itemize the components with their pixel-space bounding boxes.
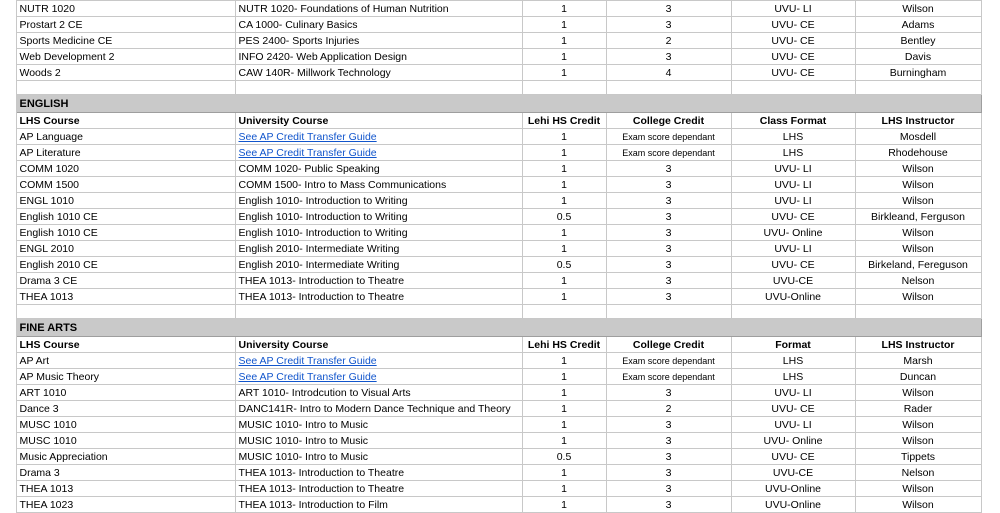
cell-lehi: 1: [522, 369, 606, 385]
cell-university: [235, 369, 522, 385]
row-gutter: [0, 257, 16, 273]
row-tail: [981, 33, 1000, 49]
table-row: [0, 401, 1000, 417]
cell-instructor: Rader: [855, 401, 981, 417]
cell-college: Exam score dependant: [606, 353, 731, 369]
row-tail: [981, 145, 1000, 161]
cell-college: Exam score dependant: [606, 145, 731, 161]
cell-course: AP Language: [16, 129, 235, 145]
cell-university: THEA 1013- Introduction to Theatre: [235, 273, 522, 289]
row-tail: [981, 305, 1000, 319]
row-tail: [981, 161, 1000, 177]
column-header-course: LHS Course: [16, 113, 235, 129]
column-header-instructor: LHS Instructor: [855, 337, 981, 353]
row-tail: [981, 209, 1000, 225]
row-tail: [981, 257, 1000, 273]
cell-course: COMM 1500: [16, 177, 235, 193]
cell-instructor: Marsh: [855, 353, 981, 369]
cell-college: 3: [606, 241, 731, 257]
cell-lehi: 1: [522, 385, 606, 401]
cell-college: 3: [606, 17, 731, 33]
cell-instructor: Wilson: [855, 241, 981, 257]
row-tail: [981, 353, 1000, 369]
cell-university: [235, 145, 522, 161]
table-row: [0, 497, 1000, 513]
table-row: [0, 353, 1000, 369]
cell-university: MUSIC 1010- Intro to Music: [235, 433, 522, 449]
row-gutter: [0, 385, 16, 401]
row-tail: [981, 465, 1000, 481]
cell-lehi: 1: [522, 401, 606, 417]
row-tail: [981, 225, 1000, 241]
cell-college: 3: [606, 209, 731, 225]
table-row: [0, 465, 1000, 481]
table-row: [0, 289, 1000, 305]
row-gutter: [0, 481, 16, 497]
cell-university: NUTR 1020- Foundations of Human Nutrition: [235, 1, 522, 17]
cell-format: UVU- Online: [731, 225, 855, 241]
cell-lehi: 0.5: [522, 257, 606, 273]
column-header-course: LHS Course: [16, 337, 235, 353]
row-tail: [981, 497, 1000, 513]
column-header-format: Class Format: [731, 113, 855, 129]
cell-format: LHS: [731, 145, 855, 161]
table-row: [0, 177, 1000, 193]
cell-course: Drama 3: [16, 465, 235, 481]
cell-format: UVU- CE: [731, 257, 855, 273]
cell-lehi: 1: [522, 1, 606, 17]
cell-lehi: 1: [522, 145, 606, 161]
table-body: [0, 1, 1000, 513]
cell-format: UVU- LI: [731, 193, 855, 209]
cell-course: ENGL 2010: [16, 241, 235, 257]
row-gutter: [0, 417, 16, 433]
cell-format: UVU- LI: [731, 241, 855, 257]
cell-college: 3: [606, 497, 731, 513]
cell-format: LHS: [731, 353, 855, 369]
cell-college: 4: [606, 65, 731, 81]
cell-lehi: 1: [522, 497, 606, 513]
ap-guide-link[interactable]: See AP Credit Transfer Guide: [238, 130, 377, 143]
empty-cell: [855, 305, 981, 319]
cell-format: UVU- CE: [731, 401, 855, 417]
row-tail: [981, 289, 1000, 305]
cell-instructor: Wilson: [855, 417, 981, 433]
empty-cell: [235, 81, 522, 95]
row-tail: [981, 369, 1000, 385]
cell-lehi: 1: [522, 161, 606, 177]
cell-course: Sports Medicine CE: [16, 33, 235, 49]
cell-instructor: Wilson: [855, 193, 981, 209]
row-gutter: [0, 129, 16, 145]
cell-college: 3: [606, 433, 731, 449]
cell-university: MUSIC 1010- Intro to Music: [235, 417, 522, 433]
cell-course: Woods 2: [16, 65, 235, 81]
spacer-row: [0, 81, 1000, 95]
row-gutter: [0, 273, 16, 289]
cell-course: Web Development 2: [16, 49, 235, 65]
cell-university: THEA 1013- Introduction to Film: [235, 497, 522, 513]
cell-lehi: 1: [522, 129, 606, 145]
cell-format: UVU- LI: [731, 1, 855, 17]
row-gutter: [0, 353, 16, 369]
cell-university: PES 2400- Sports Injuries: [235, 33, 522, 49]
cell-college: 3: [606, 161, 731, 177]
cell-instructor: Tippets: [855, 449, 981, 465]
cell-university: ART 1010- Introdcution to Visual Arts: [235, 385, 522, 401]
table-row: [0, 481, 1000, 497]
cell-course: English 2010 CE: [16, 257, 235, 273]
empty-cell: [731, 305, 855, 319]
cell-lehi: 1: [522, 241, 606, 257]
row-gutter: [0, 1, 16, 17]
section-header: [0, 95, 1000, 113]
section-title: FINE ARTS: [16, 319, 981, 337]
table-row: [0, 161, 1000, 177]
row-gutter: [0, 193, 16, 209]
empty-cell: [606, 305, 731, 319]
table-row: [0, 33, 1000, 49]
cell-lehi: 1: [522, 433, 606, 449]
cell-instructor: Mosdell: [855, 129, 981, 145]
cell-course: Drama 3 CE: [16, 273, 235, 289]
cell-instructor: Nelson: [855, 273, 981, 289]
cell-lehi: 1: [522, 193, 606, 209]
column-header-lehi: Lehi HS Credit: [522, 113, 606, 129]
cell-university: [235, 129, 522, 145]
column-header-university: University Course: [235, 337, 522, 353]
row-gutter: [0, 177, 16, 193]
table-row: [0, 257, 1000, 273]
row-gutter: [0, 465, 16, 481]
row-tail: [981, 481, 1000, 497]
cell-instructor: Wilson: [855, 177, 981, 193]
cell-lehi: 1: [522, 17, 606, 33]
cell-university: [235, 353, 522, 369]
cell-university: INFO 2420- Web Application Design: [235, 49, 522, 65]
row-tail: [981, 113, 1000, 129]
empty-cell: [235, 305, 522, 319]
row-gutter: [0, 65, 16, 81]
cell-lehi: 1: [522, 417, 606, 433]
cell-course: Prostart 2 CE: [16, 17, 235, 33]
cell-college: Exam score dependant: [606, 369, 731, 385]
cell-instructor: Adams: [855, 17, 981, 33]
cell-instructor: Duncan: [855, 369, 981, 385]
table-row: [0, 449, 1000, 465]
cell-lehi: 1: [522, 481, 606, 497]
row-tail: [981, 17, 1000, 33]
cell-instructor: Wilson: [855, 161, 981, 177]
row-tail: [981, 273, 1000, 289]
ap-guide-link[interactable]: See AP Credit Transfer Guide: [238, 370, 377, 383]
empty-cell: [16, 81, 235, 95]
cell-college: 3: [606, 193, 731, 209]
cell-university: English 1010- Introduction to Writing: [235, 193, 522, 209]
cell-university: DANC141R- Intro to Modern Dance Technique and Theory: [235, 401, 522, 417]
empty-cell: [522, 81, 606, 95]
cell-course: NUTR 1020: [16, 1, 235, 17]
cell-lehi: 1: [522, 353, 606, 369]
ap-guide-link[interactable]: See AP Credit Transfer Guide: [238, 354, 377, 367]
table-row: [0, 369, 1000, 385]
table-row: [0, 1, 1000, 17]
cell-format: UVU-Online: [731, 481, 855, 497]
row-tail: [981, 241, 1000, 257]
row-gutter: [0, 225, 16, 241]
row-tail: [981, 177, 1000, 193]
cell-instructor: Nelson: [855, 465, 981, 481]
cell-format: UVU- Online: [731, 433, 855, 449]
row-tail: [981, 337, 1000, 353]
cell-university: MUSIC 1010- Intro to Music: [235, 449, 522, 465]
row-tail: [981, 449, 1000, 465]
cell-instructor: Wilson: [855, 497, 981, 513]
cell-format: LHS: [731, 129, 855, 145]
cell-lehi: 0.5: [522, 449, 606, 465]
row-gutter: [0, 289, 16, 305]
cell-instructor: Wilson: [855, 225, 981, 241]
cell-lehi: 1: [522, 273, 606, 289]
cell-university: COMM 1020- Public Speaking: [235, 161, 522, 177]
row-tail: [981, 433, 1000, 449]
row-tail: [981, 319, 1000, 337]
empty-cell: [16, 305, 235, 319]
cell-course: Dance 3: [16, 401, 235, 417]
cell-format: UVU-Online: [731, 497, 855, 513]
empty-cell: [731, 81, 855, 95]
cell-instructor: Bentley: [855, 33, 981, 49]
cell-course: MUSC 1010: [16, 433, 235, 449]
cell-format: UVU- CE: [731, 17, 855, 33]
cell-instructor: Wilson: [855, 385, 981, 401]
cell-course: Music Appreciation: [16, 449, 235, 465]
cell-college: 3: [606, 225, 731, 241]
row-gutter: [0, 17, 16, 33]
cell-university: English 1010- Introduction to Writing: [235, 209, 522, 225]
cell-instructor: Birkeland, Fereguson: [855, 257, 981, 273]
cell-lehi: 1: [522, 65, 606, 81]
cell-college: 3: [606, 177, 731, 193]
cell-university: COMM 1500- Intro to Mass Communications: [235, 177, 522, 193]
ap-guide-link[interactable]: See AP Credit Transfer Guide: [238, 146, 377, 159]
cell-format: UVU- CE: [731, 209, 855, 225]
cell-university: English 2010- Intermediate Writing: [235, 241, 522, 257]
column-header-format: Format: [731, 337, 855, 353]
cell-format: UVU- LI: [731, 417, 855, 433]
table-row: [0, 129, 1000, 145]
row-gutter: [0, 209, 16, 225]
cell-university: English 1010- Introduction to Writing: [235, 225, 522, 241]
cell-instructor: Rhodehouse: [855, 145, 981, 161]
row-tail: [981, 65, 1000, 81]
row-tail: [981, 417, 1000, 433]
cell-course: THEA 1023: [16, 497, 235, 513]
row-gutter: [0, 241, 16, 257]
cell-instructor: Burningham: [855, 65, 981, 81]
cell-college: 3: [606, 465, 731, 481]
cell-instructor: Davis: [855, 49, 981, 65]
cell-format: UVU- LI: [731, 385, 855, 401]
row-tail: [981, 49, 1000, 65]
cell-college: 3: [606, 273, 731, 289]
section-title: ENGLISH: [16, 95, 981, 113]
cell-university: THEA 1013- Introduction to Theatre: [235, 465, 522, 481]
table-row: [0, 49, 1000, 65]
cell-course: MUSC 1010: [16, 417, 235, 433]
cell-instructor: Wilson: [855, 289, 981, 305]
table-row: [0, 145, 1000, 161]
row-gutter: [0, 433, 16, 449]
table-row: [0, 417, 1000, 433]
spacer-row: [0, 305, 1000, 319]
column-header-instructor: LHS Instructor: [855, 113, 981, 129]
cell-course: ENGL 1010: [16, 193, 235, 209]
cell-college: 3: [606, 257, 731, 273]
row-gutter: [0, 305, 16, 319]
cell-lehi: 0.5: [522, 209, 606, 225]
cell-course: AP Literature: [16, 145, 235, 161]
cell-format: UVU- LI: [731, 161, 855, 177]
cell-instructor: Wilson: [855, 1, 981, 17]
cell-college: 2: [606, 401, 731, 417]
row-gutter: [0, 401, 16, 417]
cell-course: ART 1010: [16, 385, 235, 401]
row-gutter: [0, 49, 16, 65]
cell-format: UVU- CE: [731, 33, 855, 49]
table-row: [0, 273, 1000, 289]
cell-course: THEA 1013: [16, 289, 235, 305]
cell-lehi: 1: [522, 225, 606, 241]
cell-college: 3: [606, 417, 731, 433]
empty-cell: [522, 305, 606, 319]
cell-lehi: 1: [522, 177, 606, 193]
cell-lehi: 1: [522, 465, 606, 481]
cell-instructor: Wilson: [855, 481, 981, 497]
cell-college: Exam score dependant: [606, 129, 731, 145]
cell-university: CAW 140R- Millwork Technology: [235, 65, 522, 81]
column-header-university: University Course: [235, 113, 522, 129]
cell-college: 3: [606, 1, 731, 17]
cell-university: THEA 1013- Introduction to Theatre: [235, 289, 522, 305]
empty-cell: [855, 81, 981, 95]
cell-format: UVU-Online: [731, 289, 855, 305]
cell-instructor: Wilson: [855, 433, 981, 449]
cell-format: UVU-CE: [731, 465, 855, 481]
column-header-college: College Credit: [606, 113, 731, 129]
cell-lehi: 1: [522, 49, 606, 65]
row-gutter: [0, 449, 16, 465]
empty-cell: [606, 81, 731, 95]
row-tail: [981, 401, 1000, 417]
cell-instructor: Birkleand, Ferguson: [855, 209, 981, 225]
cell-course: AP Music Theory: [16, 369, 235, 385]
column-header-college: College Credit: [606, 337, 731, 353]
row-gutter: [0, 81, 16, 95]
cell-lehi: 1: [522, 33, 606, 49]
row-tail: [981, 1, 1000, 17]
cell-format: UVU- CE: [731, 49, 855, 65]
cell-course: English 1010 CE: [16, 225, 235, 241]
cell-format: LHS: [731, 369, 855, 385]
table-row: [0, 65, 1000, 81]
table-row: [0, 433, 1000, 449]
cell-college: 3: [606, 385, 731, 401]
section-header: [0, 319, 1000, 337]
cell-college: 3: [606, 289, 731, 305]
cell-course: AP Art: [16, 353, 235, 369]
cell-lehi: 1: [522, 289, 606, 305]
cell-format: UVU- CE: [731, 449, 855, 465]
row-tail: [981, 129, 1000, 145]
cell-format: UVU- LI: [731, 177, 855, 193]
cell-university: THEA 1013- Introduction to Theatre: [235, 481, 522, 497]
column-header-row: [0, 337, 1000, 353]
row-gutter: [0, 95, 16, 113]
cell-college: 3: [606, 449, 731, 465]
row-gutter: [0, 33, 16, 49]
table-row: [0, 193, 1000, 209]
table-row: [0, 241, 1000, 257]
row-tail: [981, 385, 1000, 401]
table-row: [0, 225, 1000, 241]
cell-college: 3: [606, 49, 731, 65]
cell-university: English 2010- Intermediate Writing: [235, 257, 522, 273]
row-gutter: [0, 145, 16, 161]
row-gutter: [0, 337, 16, 353]
row-tail: [981, 95, 1000, 113]
table-row: [0, 385, 1000, 401]
row-gutter: [0, 113, 16, 129]
row-gutter: [0, 161, 16, 177]
row-tail: [981, 193, 1000, 209]
column-header-lehi: Lehi HS Credit: [522, 337, 606, 353]
table-row: [0, 17, 1000, 33]
row-gutter: [0, 369, 16, 385]
cell-format: UVU-CE: [731, 273, 855, 289]
cell-university: CA 1000- Culinary Basics: [235, 17, 522, 33]
cell-format: UVU- CE: [731, 65, 855, 81]
row-tail: [981, 81, 1000, 95]
table-row: [0, 209, 1000, 225]
column-header-row: [0, 113, 1000, 129]
cell-course: COMM 1020: [16, 161, 235, 177]
row-gutter: [0, 319, 16, 337]
cell-college: 2: [606, 33, 731, 49]
cell-course: THEA 1013: [16, 481, 235, 497]
cell-course: English 1010 CE: [16, 209, 235, 225]
row-gutter: [0, 497, 16, 513]
cell-college: 3: [606, 481, 731, 497]
